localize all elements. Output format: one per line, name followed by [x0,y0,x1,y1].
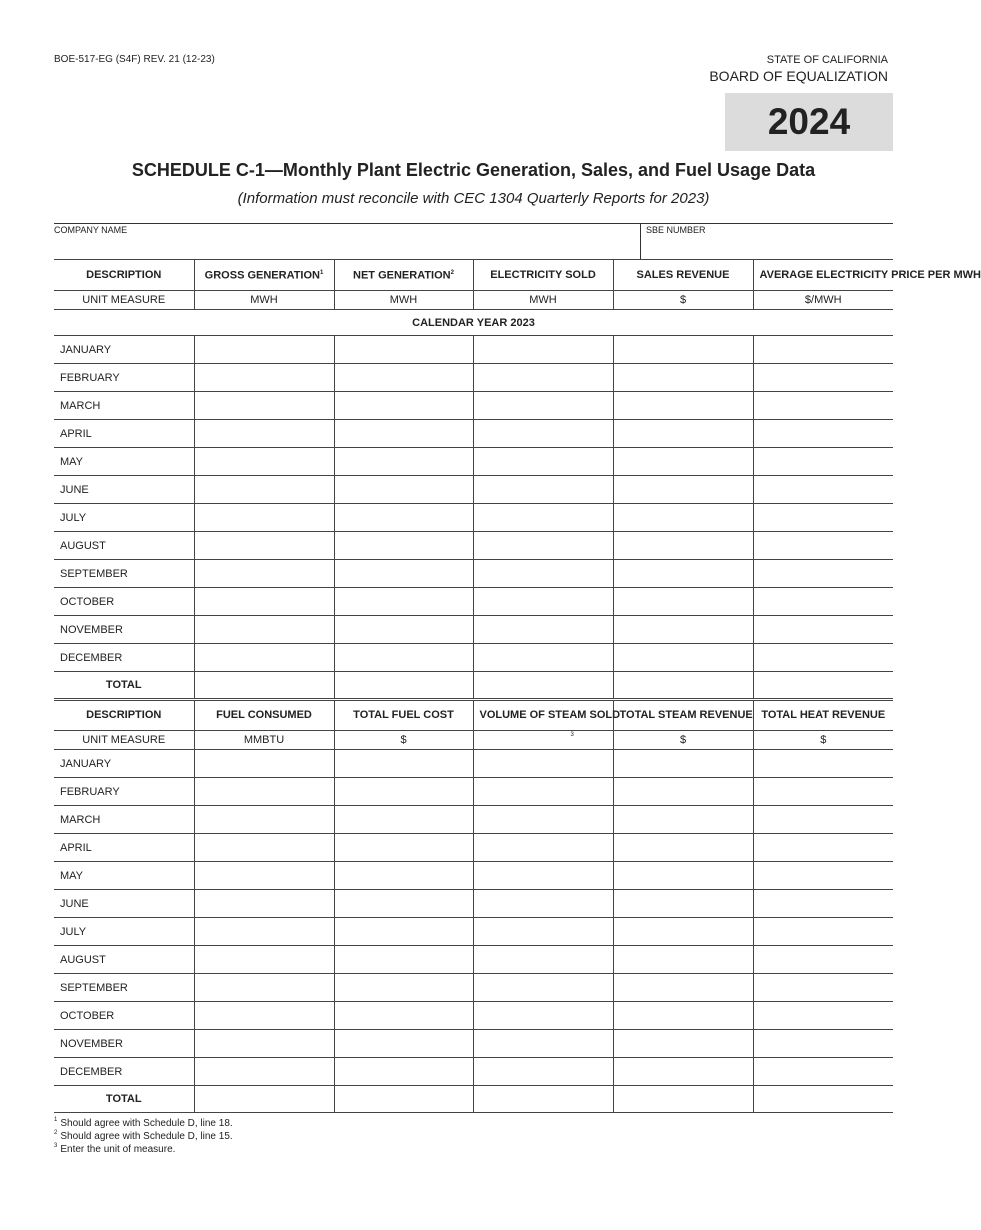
entry-cell[interactable] [473,974,613,1002]
entry-cell[interactable] [473,588,613,616]
total-cell[interactable] [613,672,753,699]
column-header [473,701,621,731]
unit-cell-text: $ [679,294,687,306]
entry-cell[interactable] [194,476,334,504]
month-label-text: MARCH [60,813,101,826]
column-header [334,260,473,291]
entry-cell[interactable] [613,834,753,862]
column-header-text: FUEL CONSUMED [216,709,312,721]
entry-cell[interactable] [753,862,893,890]
unit-cell-text: $ [679,734,687,746]
month-label-text: FEBRUARY [60,371,120,384]
total-cell[interactable] [334,1086,473,1113]
total-row [54,1086,893,1113]
entry-cell[interactable] [613,1030,753,1058]
entry-cell[interactable] [334,420,473,448]
table-row [54,918,893,946]
total-label [54,1086,194,1113]
page-subtitle: (Information must reconcile with CEC 1304 Quarterly Reports for 2023) [237,190,710,207]
entry-cell[interactable] [334,588,473,616]
total-cell[interactable] [753,1086,893,1113]
month-label [54,420,194,448]
entry-cell[interactable] [473,616,613,644]
month-label-text: AUGUST [60,539,106,552]
form-number: BOE-517-EG (S4F) REV. 21 (12-23) [54,54,215,65]
entry-cell[interactable] [194,644,334,672]
column-header [194,701,334,731]
month-label [54,364,194,392]
fuel-usage-table [54,700,893,1113]
month-label-text: JANUARY [60,343,112,356]
entry-cell[interactable] [613,974,753,1002]
unit-cell-text: MWH [529,294,557,306]
total-label [54,672,194,699]
footnote-3: $^3$ Enter the unit of measure. [54,1143,176,1155]
entry-cell[interactable] [473,890,613,918]
entry-cell[interactable] [753,834,893,862]
total-cell[interactable] [613,1086,753,1113]
table-row [54,392,893,420]
column-header-text: ELECTRICITY SOLD [490,268,596,281]
month-label [54,1002,194,1030]
entry-cell[interactable] [334,918,473,946]
total-cell[interactable] [753,672,893,699]
entry-cell[interactable] [753,560,893,588]
entry-cell[interactable] [613,420,753,448]
month-label [54,616,194,644]
total-cell[interactable] [334,672,473,699]
entry-cell[interactable] [194,890,334,918]
column-header [753,260,981,291]
entry-cell[interactable] [473,834,613,862]
entry-cell[interactable] [473,560,613,588]
entry-cell[interactable] [473,504,613,532]
entry-cell[interactable] [473,644,613,672]
table-row [54,644,893,672]
table-row [54,420,893,448]
unit-measure-row [54,291,893,310]
entry-cell[interactable] [334,336,473,364]
month-label [54,644,194,672]
month-label-text: JULY [60,925,87,938]
column-header [54,701,194,731]
entry-cell[interactable] [334,532,473,560]
total-label-text: TOTAL [105,679,142,691]
entry-cell[interactable] [194,1058,334,1086]
month-label [54,1030,194,1058]
entry-cell[interactable] [194,448,334,476]
entry-cell[interactable] [473,946,613,974]
entry-cell[interactable] [753,890,893,918]
entry-cell[interactable] [334,862,473,890]
entry-cell[interactable] [473,1058,613,1086]
column-header-text: NET GENERATION [353,269,451,282]
month-label-text: MAY [60,869,84,882]
entry-cell[interactable] [753,778,893,806]
entry-cell[interactable] [753,1058,893,1086]
month-label-text: DECEMBER [60,1065,123,1078]
column-header-text: VOLUME OF STEAM SOLD [479,709,621,721]
entry-cell[interactable] [334,448,473,476]
entry-cell[interactable] [194,616,334,644]
entry-cell[interactable] [473,392,613,420]
month-label-text: AUGUST [60,953,106,966]
entry-cell[interactable] [473,1002,613,1030]
entry-cell[interactable] [334,890,473,918]
unit-cell [613,731,753,750]
footnote-mark: 2 [450,270,454,277]
month-label-text: JULY [60,511,87,524]
entry-cell[interactable] [473,420,613,448]
month-label [54,448,194,476]
company-name-label: COMPANY NAME [54,225,128,235]
entry-cell[interactable] [613,890,753,918]
column-header [334,701,473,731]
entry-cell[interactable] [753,1002,893,1030]
footnote-1: $^1$ Should agree with Schedule D, line 18. [54,1117,233,1129]
column-header-text: TOTAL HEAT REVENUE [761,709,886,721]
unit-cell [753,731,893,750]
month-label [54,476,194,504]
entry-cell[interactable] [334,504,473,532]
entry-cell[interactable] [473,532,613,560]
entry-cell[interactable] [473,448,613,476]
entry-cell[interactable] [613,644,753,672]
month-label [54,806,194,834]
month-label-text: SEPTEMBER [60,981,128,994]
month-label-text: DECEMBER [60,651,123,664]
month-label-text: APRIL [60,841,92,854]
entry-cell[interactable] [753,504,893,532]
entry-cell[interactable] [473,336,613,364]
month-label-text: NOVEMBER [60,623,123,636]
unit-cell [194,291,334,310]
table-row [54,616,893,644]
table-row [54,448,893,476]
unit-cell-text: MWH [250,294,278,306]
table-row [54,532,893,560]
entry-cell[interactable] [613,616,753,644]
unit-cell [54,291,194,310]
table-row [54,778,893,806]
column-header [473,260,613,291]
unit-cell [54,731,194,750]
month-label-text: NOVEMBER [60,1037,123,1050]
month-label-text: FEBRUARY [60,785,120,798]
table-row [54,974,893,1002]
column-header-text: AVERAGE ELECTRICITY PRICE PER MWH [759,268,981,281]
month-label-text: JANUARY [60,757,112,770]
header-rule [54,223,893,224]
entry-cell[interactable] [334,476,473,504]
entry-cell[interactable] [334,946,473,974]
month-label [54,974,194,1002]
entry-cell[interactable] [194,336,334,364]
entry-cell[interactable] [473,806,613,834]
entry-cell[interactable] [473,1030,613,1058]
entry-cell[interactable] [613,392,753,420]
entry-cell[interactable] [753,532,893,560]
total-row [54,672,893,699]
entry-cell[interactable] [613,946,753,974]
entry-cell[interactable] [334,616,473,644]
entry-cell[interactable] [613,750,753,778]
state-label: STATE OF CALIFORNIA [766,54,888,66]
entry-cell[interactable] [473,918,613,946]
entry-cell[interactable] [613,1002,753,1030]
month-label [54,778,194,806]
sbe-number-label: SBE NUMBER [646,225,706,235]
month-label [54,504,194,532]
unit-cell [334,291,473,310]
month-label [54,1058,194,1086]
entry-cell[interactable] [613,778,753,806]
column-header-text: TOTAL FUEL COST [353,709,454,721]
entry-cell[interactable] [753,448,893,476]
entry-cell[interactable] [194,862,334,890]
entry-cell[interactable] [473,476,613,504]
column-header-text: TOTAL STEAM REVENUE [619,709,753,721]
entry-cell[interactable] [613,532,753,560]
month-label [54,834,194,862]
month-label-text: SEPTEMBER [60,567,128,580]
entry-cell[interactable] [753,918,893,946]
calendar-year-label-text: CALENDAR YEAR 2023 [412,316,535,329]
entry-cell[interactable] [334,834,473,862]
entry-cell[interactable] [753,420,893,448]
entry-cell[interactable] [613,560,753,588]
month-label [54,918,194,946]
entry-cell[interactable] [613,806,753,834]
unit-cell [194,731,334,750]
entry-cell[interactable] [334,560,473,588]
entry-cell[interactable] [753,946,893,974]
entry-cell[interactable] [194,946,334,974]
entry-cell[interactable] [194,504,334,532]
footnote-2: $^2$ Should agree with Schedule D, line 15. [54,1130,233,1142]
month-label-text: MARCH [60,399,101,412]
table-row [54,890,893,918]
unit-cell-text: $ [820,734,827,746]
footnote-mark: 1 [319,270,324,277]
unit-measure-row [54,731,893,750]
month-label [54,532,194,560]
field-divider [640,223,641,260]
entry-cell[interactable] [753,806,893,834]
entry-cell[interactable] [753,364,893,392]
entry-cell[interactable] [613,588,753,616]
month-label [54,750,194,778]
entry-cell[interactable] [334,392,473,420]
unit-cell-text: UNIT MEASURE [82,294,166,306]
table-row [54,476,893,504]
table-row [54,336,893,364]
month-label [54,336,194,364]
entry-cell[interactable] [194,532,334,560]
table-row [54,750,893,778]
entry-cell[interactable] [473,862,613,890]
unit-cell-text: MWH [389,294,418,306]
column-header [194,260,334,291]
entry-cell[interactable] [753,336,893,364]
agency-label: BOARD OF EQUALIZATION [709,68,888,84]
entry-cell[interactable] [334,364,473,392]
entry-cell[interactable] [194,778,334,806]
entry-cell[interactable] [194,974,334,1002]
entry-cell[interactable] [194,392,334,420]
column-header [613,260,753,291]
total-cell[interactable] [473,672,613,699]
footnote-mark: 3 [570,732,574,738]
table-row [54,1002,893,1030]
calendar-year-label [54,310,893,336]
month-label-text: MAY [60,455,84,468]
calendar-year-band [54,310,893,336]
entry-cell[interactable] [613,504,753,532]
unit-cell [753,291,893,310]
entry-cell[interactable] [334,1002,473,1030]
month-label [54,560,194,588]
unit-cell [334,731,473,750]
table-row [54,862,893,890]
entry-cell[interactable] [613,918,753,946]
entry-cell[interactable] [334,974,473,1002]
unit-cell-text: $ [400,734,407,746]
column-header-row [54,260,893,291]
month-label [54,946,194,974]
column-header [753,701,893,731]
column-header-text: DESCRIPTION [86,709,162,721]
column-header [613,701,753,731]
entry-cell[interactable] [194,560,334,588]
table-row [54,946,893,974]
table-row [54,834,893,862]
table-row [54,504,893,532]
entry-cell[interactable] [194,806,334,834]
column-header-text: GROSS GENERATION [204,269,320,282]
entry-cell[interactable] [334,1030,473,1058]
page-title: SCHEDULE C-1—Monthly Plant Electric Generation, Sales, and Fuel Usage Data [131,160,816,180]
total-cell[interactable] [194,1086,334,1113]
column-header-text: SALES REVENUE [636,268,730,281]
month-label [54,392,194,420]
table-row [54,1030,893,1058]
unit-cell [613,291,753,310]
entry-cell[interactable] [473,364,613,392]
entry-cell[interactable] [613,364,753,392]
entry-cell[interactable] [613,476,753,504]
table-row [54,806,893,834]
table-row [54,588,893,616]
column-header-row [54,701,893,731]
month-label-text: JUNE [60,897,89,910]
unit-cell-text: UNIT MEASURE [82,734,166,746]
month-label-text: OCTOBER [60,1009,115,1022]
entry-cell[interactable] [194,420,334,448]
entry-cell[interactable] [334,644,473,672]
unit-cell [473,291,613,310]
year-badge: 2024 [725,93,893,151]
electric-generation-table [54,259,981,699]
entry-cell[interactable] [334,1058,473,1086]
month-label-text: JUNE [60,483,89,496]
entry-cell[interactable] [613,336,753,364]
entry-cell[interactable] [753,974,893,1002]
entry-cell[interactable] [194,1002,334,1030]
entry-cell[interactable] [473,750,613,778]
entry-cell[interactable] [753,588,893,616]
entry-cell[interactable] [194,918,334,946]
entry-cell[interactable] [194,834,334,862]
entry-cell[interactable] [613,448,753,476]
entry-cell[interactable] [613,1058,753,1086]
total-cell[interactable] [473,1086,613,1113]
month-label [54,588,194,616]
month-label [54,862,194,890]
entry-cell[interactable] [613,862,753,890]
table-row [54,1058,893,1086]
month-label-text: APRIL [60,427,92,440]
unit-cell-text: $/MWH [804,294,842,306]
entry-cell[interactable] [753,1030,893,1058]
column-header [54,260,194,291]
column-header-text: DESCRIPTION [86,268,162,281]
entry-cell[interactable] [473,778,613,806]
month-label [54,890,194,918]
entry-cell[interactable] [753,616,893,644]
entry-cell[interactable] [334,806,473,834]
entry-cell[interactable] [334,778,473,806]
entry-cell[interactable] [334,750,473,778]
unit-cell-text: MMBTU [243,734,285,746]
entry-cell[interactable] [753,644,893,672]
entry-cell[interactable] [753,750,893,778]
total-label-text: TOTAL [105,1093,142,1105]
entry-cell[interactable] [194,364,334,392]
month-label-text: OCTOBER [60,595,115,608]
table-row [54,560,893,588]
table-row [54,364,893,392]
entry-cell[interactable] [753,476,893,504]
total-cell[interactable] [194,672,334,699]
entry-cell[interactable] [194,588,334,616]
unit-cell [473,731,613,750]
entry-cell[interactable] [194,1030,334,1058]
entry-cell[interactable] [753,392,893,420]
entry-cell[interactable] [194,750,334,778]
